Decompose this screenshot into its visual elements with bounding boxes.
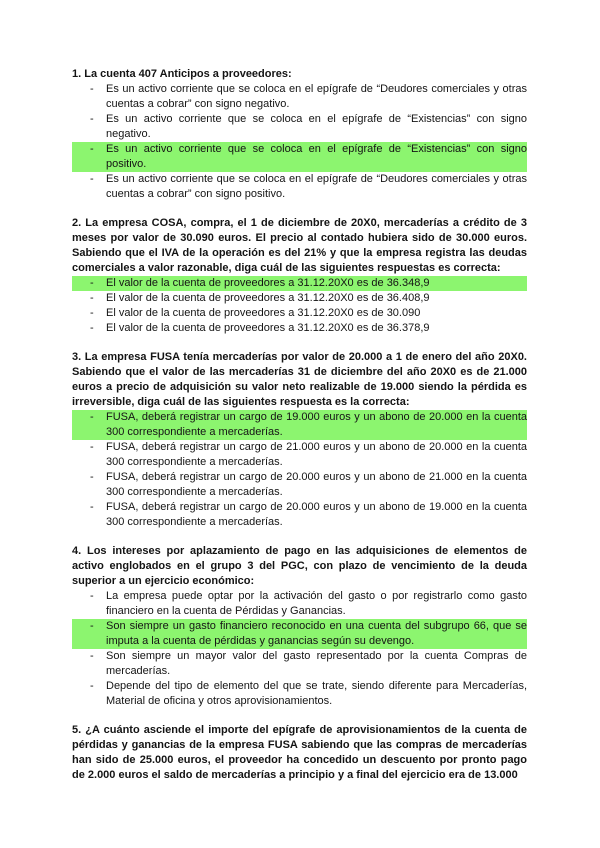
- answer-option-correct: [72, 619, 527, 649]
- answer-option: [72, 500, 527, 530]
- answer-option: [72, 172, 527, 202]
- answer-option: [72, 321, 527, 336]
- question-4: [72, 544, 527, 709]
- answer-options: [72, 82, 527, 202]
- answer-option: [72, 649, 527, 679]
- question-title: 5. ¿A cuánto asciende el importe del epígrafe de aprovisionamientos de la cuenta de pérdidas y ganancias de la empresa FUSA sabiendo que las compras de mercaderías han sido de 25.000 euros, el proveedor ha concedido un descuento por pronto pago de 2.000 euros el saldo de mercaderías a principio y a final del ejercicio era de 13.000: [72, 724, 527, 781]
- question-title: 2. La empresa COSA, compra, el 1 de diciembre de 20X0, mercaderías a crédito de 3 meses por valor de 30.090 euros. El precio al contado hubiera sido de 30.000 euros. Sabiendo que el IVA de la operación es del 21% y que la empresa registra las deudas comerciales a valor razonable, diga cuál de las siguientes respuestas es correcta:: [72, 217, 527, 274]
- question-title: 1. La cuenta 407 Anticipos a proveedores:: [72, 68, 292, 80]
- answer-option: [72, 306, 527, 321]
- answer-text: Es un activo corriente que se coloca en el epígrafe de “Deudores comerciales y otras cuentas a cobrar” con signo positivo.: [106, 173, 527, 200]
- bullet-dash: -: [90, 143, 94, 155]
- bullet-dash: -: [90, 471, 94, 483]
- answer-option: [72, 291, 527, 306]
- question-title: 4. Los intereses por aplazamiento de pago en las adquisiciones de elementos de activo englobados en el grupo 3 del PGC, con plazo de vencimiento de la deuda superior a un ejercicio económico:: [72, 545, 527, 587]
- bullet-dash: -: [90, 322, 94, 334]
- answer-text: FUSA, deberá registrar un cargo de 20.000 euros y un abono de 19.000 en la cuenta 300 correspondiente a mercaderías.: [106, 501, 527, 528]
- bullet-dash: -: [90, 411, 94, 423]
- bullet-dash: -: [90, 501, 94, 513]
- answer-text: Depende del tipo de elemento del que se trate, siendo diferente para Mercaderías, Material de oficina y otros aprovisionamientos.: [106, 680, 527, 707]
- bullet-dash: -: [90, 277, 94, 289]
- answer-text: El valor de la cuenta de proveedores a 31.12.20X0 es de 30.090: [106, 307, 421, 319]
- answer-option: [72, 112, 527, 142]
- answer-text: FUSA, deberá registrar un cargo de 21.000 euros y un abono de 20.000 en la cuenta 300 correspondiente a mercaderías.: [106, 441, 527, 468]
- bullet-dash: -: [90, 590, 94, 602]
- answer-option: [72, 470, 527, 500]
- answer-text: El valor de la cuenta de proveedores a 31.12.20X0 es de 36.408,9: [106, 292, 430, 304]
- answer-option: [72, 440, 527, 470]
- answer-text: Son siempre un mayor valor del gasto representado por la cuenta Compras de mercaderías.: [106, 650, 527, 677]
- question-3: [72, 350, 527, 530]
- bullet-dash: -: [90, 620, 94, 632]
- bullet-dash: -: [90, 113, 94, 125]
- answer-text: Es un activo corriente que se coloca en el epígrafe de “Deudores comerciales y otras cuentas a cobrar” con signo negativo.: [106, 83, 527, 110]
- answer-text: La empresa puede optar por la activación del gasto o por registrarlo como gasto financiero en la cuenta de Pérdidas y Ganancias.: [106, 590, 527, 617]
- bullet-dash: -: [90, 307, 94, 319]
- bullet-dash: -: [90, 441, 94, 453]
- answer-text: El valor de la cuenta de proveedores a 31.12.20X0 es de 36.348,9: [106, 277, 430, 289]
- bullet-dash: -: [90, 292, 94, 304]
- answer-text: FUSA, deberá registrar un cargo de 20.000 euros y un abono de 21.000 en la cuenta 300 correspondiente a mercaderías.: [106, 471, 527, 498]
- question-list: [72, 67, 527, 797]
- answer-text: Es un activo corriente que se coloca en el epígrafe de “Existencias” con signo positivo.: [106, 143, 527, 170]
- answer-options: [72, 410, 527, 530]
- answer-text: El valor de la cuenta de proveedores a 31.12.20X0 es de 36.378,9: [106, 322, 430, 334]
- bullet-dash: -: [90, 83, 94, 95]
- answer-option-correct: [72, 142, 527, 172]
- answer-text: Son siempre un gasto financiero reconocido en una cuenta del subgrupo 66, que se imputa a la cuenta de pérdidas y ganancias según su devengo.: [106, 620, 527, 647]
- bullet-dash: -: [90, 680, 94, 692]
- bullet-dash: -: [90, 650, 94, 662]
- question-5: [72, 723, 527, 783]
- answer-option-correct: [72, 410, 527, 440]
- answer-option: [72, 679, 527, 709]
- answer-option-correct: [72, 276, 527, 291]
- answer-text: FUSA, deberá registrar un cargo de 19.000 euros y un abono de 20.000 en la cuenta 300 correspondiente a mercaderías.: [106, 411, 527, 438]
- answer-options: [72, 276, 527, 336]
- question-2: [72, 216, 527, 336]
- answer-text: Es un activo corriente que se coloca en el epígrafe de “Existencias” con signo negativo.: [106, 113, 527, 140]
- bullet-dash: -: [90, 173, 94, 185]
- answer-option: [72, 82, 527, 112]
- question-1: [72, 67, 527, 202]
- question-title: 3. La empresa FUSA tenía mercaderías por valor de 20.000 a 1 de enero del año 20X0. Sabiendo que el valor de las mercaderías 31 de diciembre del año 20X0 es de 21.000 euros a precio de adquisición su valor neto realizable de 19.000 siendo la pérdida es irreversible, diga cuál de las siguientes respuesta es la correcta:: [72, 351, 527, 408]
- answer-option: [72, 589, 527, 619]
- answer-options: [72, 589, 527, 709]
